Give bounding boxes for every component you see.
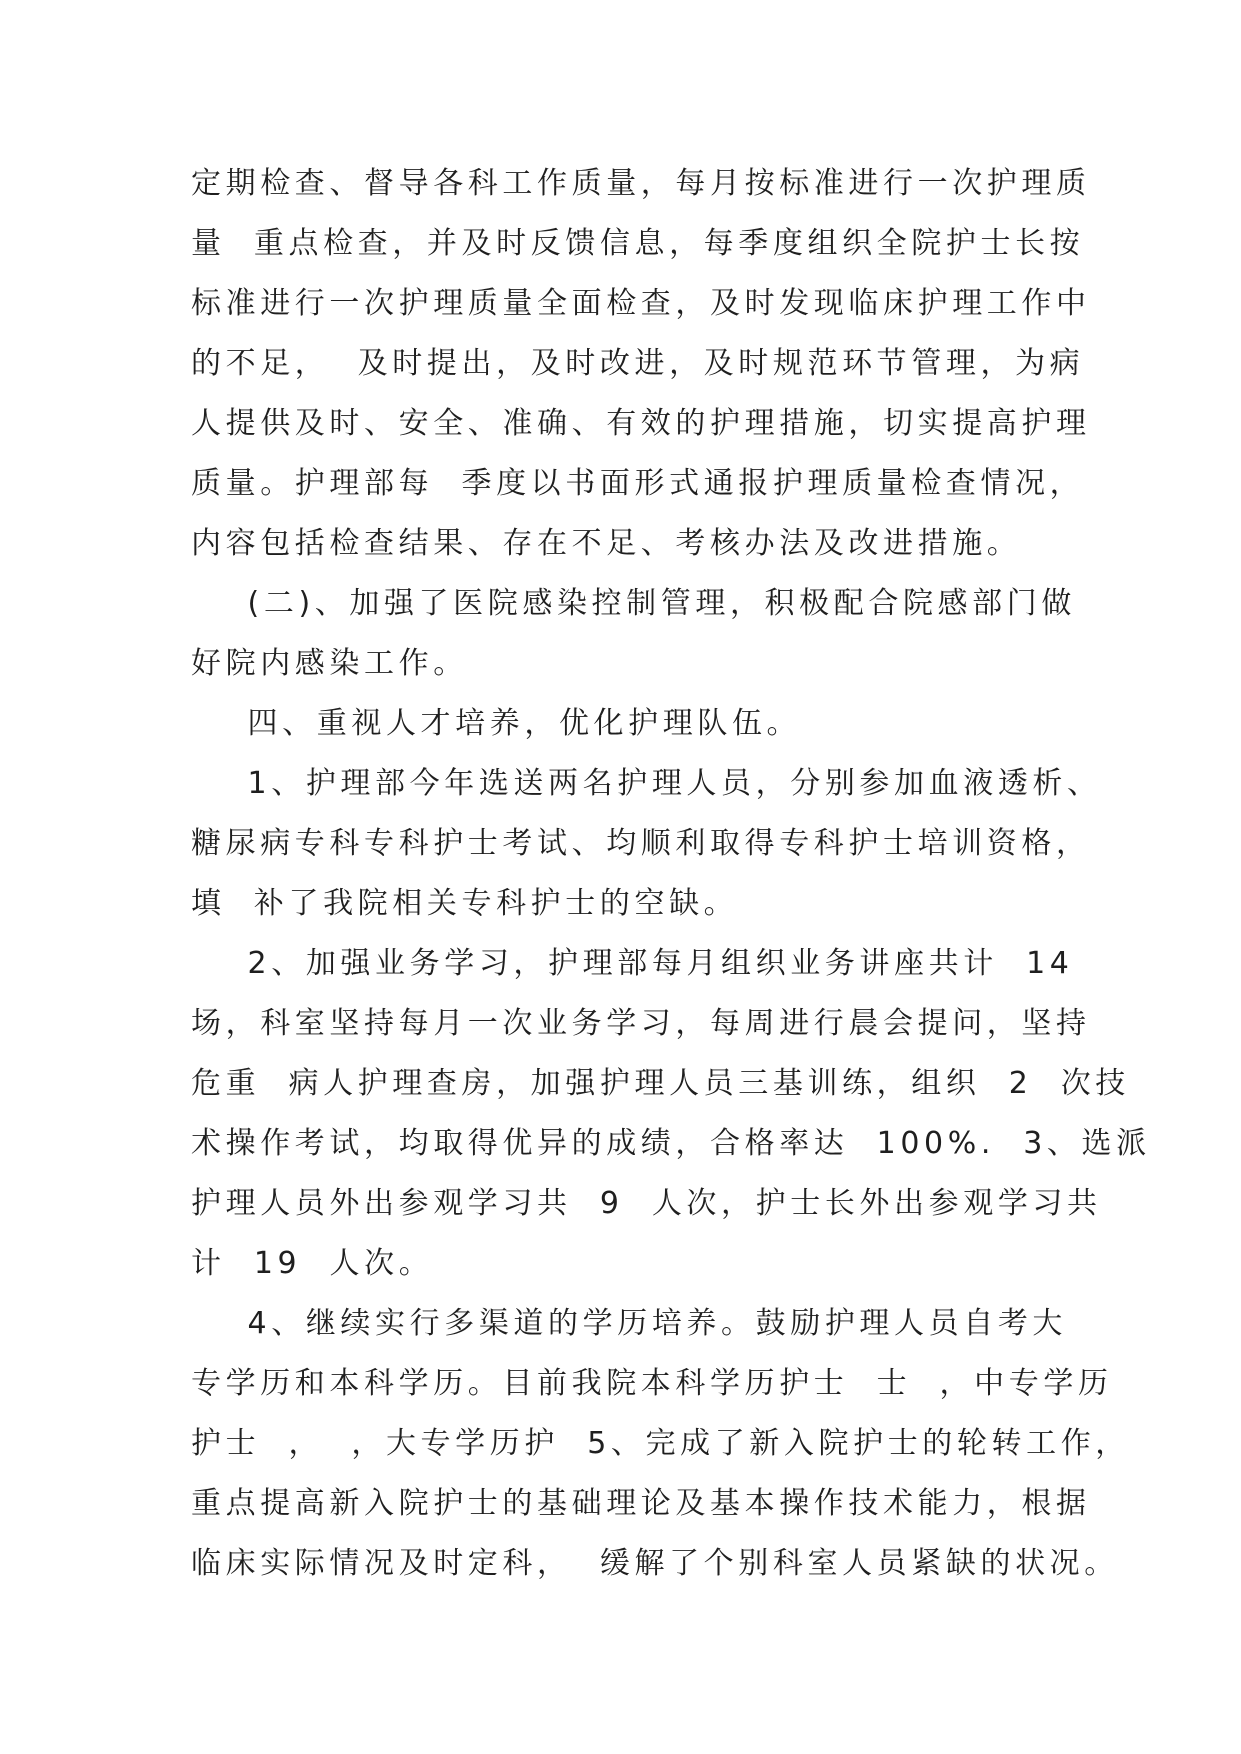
text-line: 1、护理部今年选送两名护理人员，分别参加血液透析、 (191, 766, 1102, 801)
text-line: 四、重视人才培养，优化护理队伍。 (191, 706, 802, 741)
text-line: 人提供及时、安全、准确、有效的护理措施，切实提高护理 (191, 406, 1091, 441)
text-line: 的不足， 及时提出，及时改进，及时规范环节管理，为病 (191, 346, 1085, 381)
text-line: 场，科室坚持每月一次业务学习，每周进行晨会提问，坚持 (191, 1006, 1091, 1041)
text-line: 护理人员外出参观学习共 9 人次，护士长外出参观学习共 (191, 1186, 1102, 1221)
text-line: 计 19 人次。 (191, 1246, 434, 1281)
text-line: (二)、加强了医院感染控制管理，积极配合院感部门做 (191, 586, 1076, 621)
text-line: 专学历和本科学历。目前我院本科学历护士 士 ，中专学历 (191, 1366, 1113, 1401)
text-line: 定期检查、督导各科工作质量，每月按标准进行一次护理质 (191, 166, 1091, 201)
text-line: 内容包括检查结果、存在不足、考核办法及改进措施。 (191, 526, 1022, 561)
text-line: 糖尿病专科专科护士考试、均顺利取得专科护士培训资格， (191, 826, 1091, 861)
document-body (191, 154, 1151, 1594)
text-line: 危重 病人护理查房，加强护理人员三基训练，组织 2 次技 (191, 1066, 1130, 1101)
text-line: 2、加强业务学习，护理部每月组织业务讲座共计 14 (191, 946, 1074, 981)
text-line: 术操作考试，均取得优异的成绩，合格率达 100%. 3、选派 (191, 1126, 1151, 1161)
text-line: 量 重点检查，并及时反馈信息，每季度组织全院护士长按 (191, 226, 1085, 261)
text-line: 护士 ， ，大专学历护 5、完成了新入院护士的轮转工作， (191, 1426, 1130, 1461)
text-line: 质量。护理部每 季度以书面形式通报护理质量检查情况， (191, 466, 1085, 501)
text-line: 临床实际情况及时定科， 缓解了个别科室人员紧缺的状况。 (191, 1546, 1119, 1581)
text-line: 填 补了我院相关专科护士的空缺。 (191, 886, 739, 921)
text-line: 好院内感染工作。 (191, 646, 468, 681)
text-line: 重点提高新入院护士的基础理论及基本操作技术能力，根据 (191, 1486, 1091, 1521)
text-line: 4、继续实行多渠道的学历培养。鼓励护理人员自考大 (191, 1306, 1068, 1341)
text-line: 标准进行一次护理质量全面检查，及时发现临床护理工作中 (191, 286, 1091, 321)
